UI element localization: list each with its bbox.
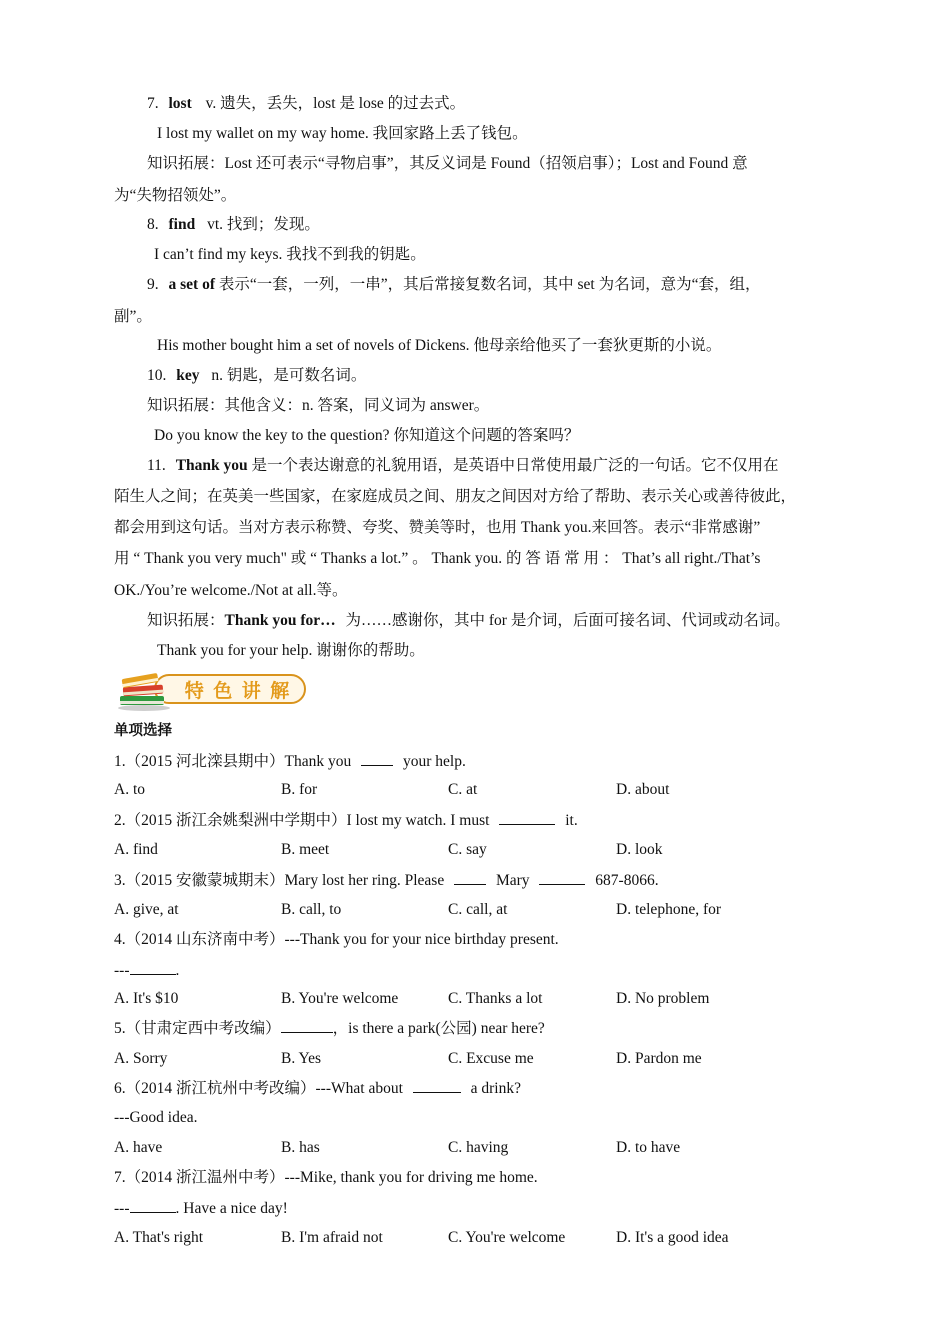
example-sentence: I can’t find my keys. 我找不到我的钥匙。 [154, 246, 426, 263]
vocab-word: lost [168, 95, 192, 112]
question-text: . Have a nice day! [175, 1200, 288, 1217]
vocab-item-11 [147, 456, 779, 476]
option-a[interactable]: A. It's $10 [114, 990, 179, 1007]
banner-pill [154, 674, 306, 704]
section-title: 单项选择 [114, 723, 172, 739]
option-c[interactable]: C. Thanks a lot [448, 990, 543, 1007]
answer-blank[interactable] [130, 960, 176, 975]
knowledge-extension [147, 611, 790, 631]
question-source: （2014 山东济南中考） [125, 931, 285, 948]
question-7 [114, 1168, 538, 1188]
item-number: 11. [147, 457, 166, 474]
knowledge-extension: 知识拓展：其他含义：n. 答案，同义词为 answer。 [147, 397, 490, 414]
example-sentence: Thank you for your help. 谢谢你的帮助。 [157, 642, 425, 659]
vocab-item-9 [147, 275, 760, 295]
question-4-reply [114, 960, 179, 981]
extension-phrase: Thank you for… [224, 612, 336, 629]
vocab-item-7 [147, 94, 465, 114]
question-text: I lost my watch. I must [346, 812, 490, 829]
answer-blank[interactable] [499, 810, 555, 825]
question-text: Mary lost her ring. Please [284, 872, 445, 889]
question-text: Thank you [284, 753, 352, 770]
question-source: （2014 浙江杭州中考改编） [125, 1080, 316, 1097]
vocab-definition: 是一个表达谢意的礼貌用语，是英语中日常使用最广泛的一句话。它不仅用在 [251, 457, 779, 474]
question-6-reply: ---Good idea. [114, 1109, 198, 1126]
question-1 [114, 751, 466, 772]
knowledge-extension-cont: 为“失物招领处”。 [114, 187, 237, 204]
dialogue-dash: --- [114, 1200, 130, 1217]
example-sentence: I lost my wallet on my way home. 我回家路上丢了钱包。 [157, 125, 528, 142]
option-b[interactable]: B. I'm afraid not [281, 1229, 383, 1246]
item-number: 10. [147, 367, 167, 384]
question-4 [114, 930, 559, 950]
answer-blank[interactable] [539, 870, 585, 885]
paragraph-line: 都会用到这句话。当对方表示称赞、夸奖、赞美等时，也用 Thank you.来回答。表示“非常感谢” [114, 519, 761, 536]
option-c[interactable]: C. say [448, 841, 487, 858]
knowledge-extension: 知识拓展：Lost 还可表示“寻物启事”，其反义词是 Found（招领启事）；Lost and Found 意 [147, 155, 748, 172]
option-d[interactable]: D. to have [616, 1139, 681, 1156]
option-a[interactable]: A. give, at [114, 901, 179, 918]
question-number: 1. [114, 753, 126, 770]
question-source: （2015 安徽蒙城期末） [125, 872, 285, 889]
option-c[interactable]: C. having [448, 1139, 509, 1156]
vocab-word: Thank you [175, 457, 248, 474]
question-text: a drink? [470, 1080, 521, 1097]
question-7-reply [114, 1198, 288, 1219]
extension-text: 为……感谢你，其中 for 是介词，后面可接名词、代词或动名词。 [345, 612, 790, 629]
question-text: . [175, 962, 180, 979]
vocab-definition-cont: 副”。 [114, 308, 152, 325]
extension-label: 知识拓展： [147, 612, 225, 629]
option-a[interactable]: A. Sorry [114, 1050, 168, 1067]
vocab-word: find [168, 216, 196, 233]
banner-char: 色 [213, 679, 233, 702]
paragraph-line: OK./You’re welcome./Not at all.等。 [114, 582, 348, 599]
item-number: 8. [147, 216, 159, 233]
option-c[interactable]: C. You're welcome [448, 1229, 566, 1246]
question-5 [114, 1018, 545, 1039]
banner-char: 讲 [241, 679, 261, 702]
option-d[interactable]: D. about [616, 781, 670, 798]
question-2 [114, 810, 578, 831]
item-number: 7. [147, 95, 159, 112]
option-c[interactable]: C. Excuse me [448, 1050, 534, 1067]
option-a[interactable]: A. to [114, 781, 145, 798]
question-text: ---What about [315, 1080, 403, 1097]
paragraph-line: 用 “ Thank you very much" 或 “ Thanks a lot.” 。 Thank you. 的 答 语 常 用 ： That’s all right./That’s [114, 550, 761, 567]
question-text: 687-8066. [595, 872, 659, 889]
option-a[interactable]: A. That's right [114, 1229, 204, 1246]
question-source: （2015 浙江余姚梨洲中学期中） [125, 812, 347, 829]
question-source: （2015 河北滦县期中） [125, 753, 285, 770]
vocab-item-10 [147, 366, 366, 386]
option-b[interactable]: B. for [281, 781, 318, 798]
dialogue-dash: --- [114, 962, 130, 979]
example-sentence: His mother bought him a set of novels of Dickens. 他母亲给他买了一套狄更斯的小说。 [157, 337, 722, 354]
vocab-definition: v. 遗失，丢失，lost 是 lose 的过去式。 [205, 95, 466, 112]
feature-banner [114, 666, 310, 712]
books-icon [114, 668, 174, 712]
option-a[interactable]: A. find [114, 841, 158, 858]
option-d[interactable]: D. No problem [616, 990, 710, 1007]
vocab-word: a set of [168, 276, 215, 293]
question-text: ---Thank you for your nice birthday present. [284, 931, 559, 948]
vocab-definition: n. 钥匙，是可数名词。 [211, 367, 367, 384]
question-6 [114, 1078, 521, 1099]
question-text: your help. [403, 753, 466, 770]
option-d[interactable]: D. telephone, for [616, 901, 722, 918]
question-text: it. [565, 812, 578, 829]
option-b[interactable]: B. Yes [281, 1050, 322, 1067]
option-b[interactable]: B. You're welcome [281, 990, 399, 1007]
question-number: 6. [114, 1080, 126, 1097]
banner-char: 特 [184, 679, 204, 702]
question-number: 5. [114, 1020, 126, 1037]
answer-blank[interactable] [454, 870, 486, 885]
paragraph-line: 陌生人之间；在英美一些国家，在家庭成员之间、朋友之间因对方给了帮助、表示关心或善待彼此， [114, 488, 797, 505]
option-a[interactable]: A. have [114, 1139, 163, 1156]
answer-blank[interactable] [130, 1198, 176, 1213]
option-c[interactable]: C. call, at [448, 901, 508, 918]
banner-char: 解 [270, 679, 290, 702]
question-number: 4. [114, 931, 126, 948]
question-source: （甘肃定西中考改编） [125, 1020, 281, 1037]
question-text: Mary [495, 872, 530, 889]
option-b[interactable]: B. meet [281, 841, 330, 858]
option-c[interactable]: C. at [448, 781, 478, 798]
question-number: 3. [114, 872, 126, 889]
answer-blank[interactable] [361, 751, 393, 766]
answer-blank[interactable] [413, 1078, 461, 1093]
example-sentence: Do you know the key to the question? 你知道这个问题的答案吗？ [154, 427, 580, 444]
item-number: 9. [147, 276, 159, 293]
question-number: 7. [114, 1169, 126, 1186]
question-text: ，is there a park(公园) near here? [332, 1020, 545, 1037]
vocab-definition: 表示“一套，一列，一串”，其后常接复数名词，其中 set 为名词，意为“套，组， [218, 276, 761, 293]
vocab-word: key [176, 367, 200, 384]
vocab-definition: vt. 找到；发现。 [207, 216, 320, 233]
question-source: （2014 浙江温州中考） [125, 1169, 285, 1186]
option-b[interactable]: B. has [281, 1139, 320, 1156]
option-d[interactable]: D. look [616, 841, 663, 858]
answer-blank[interactable] [281, 1018, 333, 1033]
option-d[interactable]: D. Pardon me [616, 1050, 702, 1067]
question-3 [114, 870, 659, 891]
vocab-item-8 [147, 215, 320, 235]
question-text: ---Mike, thank you for driving me home. [284, 1169, 538, 1186]
option-b[interactable]: B. call, to [281, 901, 342, 918]
question-number: 2. [114, 812, 126, 829]
option-d[interactable]: D. It's a good idea [616, 1229, 729, 1246]
